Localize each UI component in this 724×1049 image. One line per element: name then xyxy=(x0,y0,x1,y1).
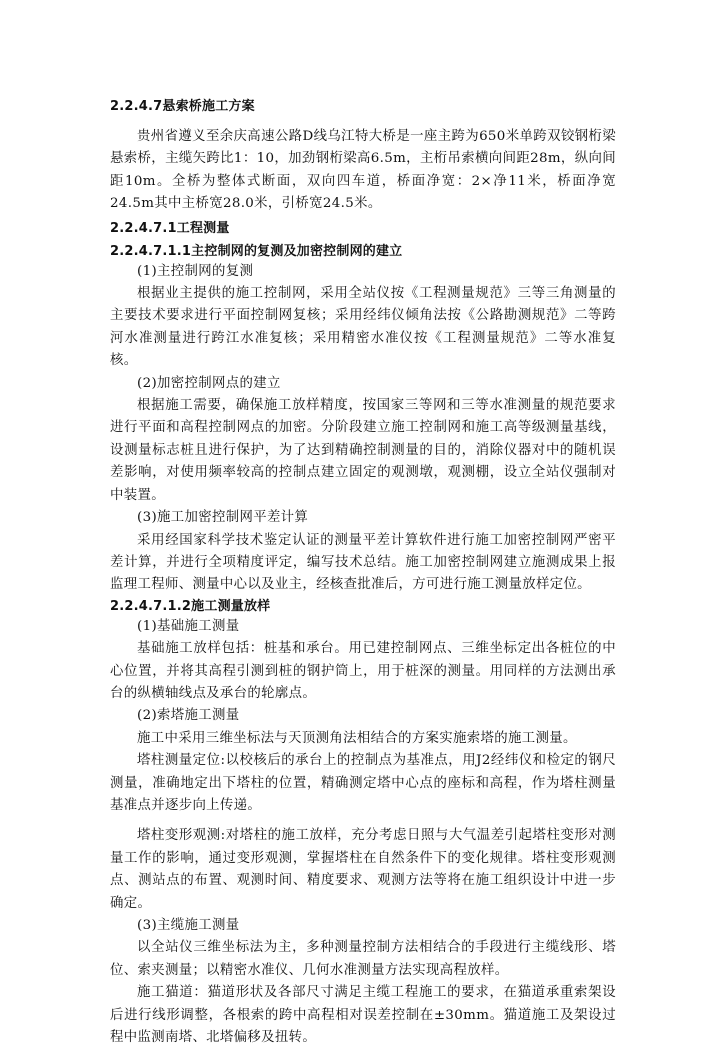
item-heading: (2)索塔施工测量 xyxy=(137,708,240,724)
paragraph: 塔柱变形观测:对塔柱的施工放样，充分考虑日照与大气温差引起塔柱变形对测量工作的影响，通过变形观测，掌握塔柱在自然条件下的变化规律。塔柱变形观测点、测站点的布置、观测时间、精度要求、观测方法等将在施工组织设计中进一步确定。 xyxy=(110,828,616,911)
item-heading: (3)主缆施工测量 xyxy=(137,918,240,933)
paragraph: 基础施工放样包括：桩基和承台。用已建控制网点、三维坐标定出各桩位的中心位置，并将其高程引测到桩的钢护筒上，用于桩深的测量。用同样的方法测出承台的纵横轴线点及承台的轮廓点。 xyxy=(110,641,616,701)
paragraph: 施工中采用三维坐标法与天顶测角法相结合的方案实施索塔的施工测量。 xyxy=(137,730,577,746)
paragraph: 根据施工需要，确保施工放样精度，按国家三等网和三等水准测量的规范要求进行平面和高程控制网点的加密。分阶段建立施工控制网和施工高等级测量基线，设测量标志桩且进行保护，为了达到精确控制测量的目的，消除仪器对中的随机误差影响，对使用频率较高的控制点建立固定的观测墩，观测棚，设立全站仪强制对中装置。 xyxy=(110,398,616,503)
paragraph: 根据业主提供的施工控制网，采用全站仪按《工程测量规范》三等三角测量的主要技术要求进行平面控制网复核；采用经纬仪倾角法按《公路勘测规范》二等跨河水准测量进行跨江水准复核；采用精密水准仪按《工程测量规范》二等水准复核。 xyxy=(110,286,616,369)
document-body xyxy=(110,97,616,1049)
paragraph: 以全站仪三维坐标法为主，多种测量控制方法相结合的手段进行主缆线形、塔位、索夹测量；以精密水准仪、几何水准测量方法实现高程放样。 xyxy=(110,940,616,978)
subsection-heading-survey: 2.2.4.7.1工程测量 xyxy=(110,220,230,236)
paragraph: 施工猫道：猫道形状及各部尺寸满足主缆工程施工的要求，在猫道承重索架设后进行线形调整，各根索的跨中高程相对误差控制在±30mm。猫道施工及架设过程中监测南塔、北塔偏移及扭转。 xyxy=(110,985,616,1046)
paragraph: 采用经国家科学技术鉴定认证的测量平差计算软件进行施工加密控制网严密平差计算，并进行全项精度评定，编写技术总结。施工加密控制网建立施测成果上报监理工程师、测量中心以及业主，经核查批准后，方可进行施工测量放样定位。 xyxy=(110,532,616,593)
paragraph: 塔柱测量定位:以校核后的承台上的控制点为基准点，用J2经纬仪和检定的钢尺测量，准确地定出下塔柱的位置，精确测定塔中心点的座标和高程，作为塔柱测量基准点并逐步向上传递。 xyxy=(110,753,616,813)
subsection-heading-layout: 2.2.4.7.1.2施工测量放样 xyxy=(110,598,271,614)
item-heading: (1)基础施工测量 xyxy=(137,618,240,634)
subsection-heading-control-network: 2.2.4.7.1.1主控制网的复测及加密控制网的建立 xyxy=(110,243,403,259)
item-heading: (3)施工加密控制网平差计算 xyxy=(137,510,309,526)
section-heading: 2.2.4.7悬索桥施工方案 xyxy=(110,99,255,114)
intro-paragraph: 贵州省遵义至余庆高速公路D线乌江特大桥是一座主跨为650米单跨双铰钢桁梁悬索桥，主缆矢跨比1：10，加劲钢桁梁高6.5m，主桁吊索横向间距28m，纵向间距10m。全桥为整体式断面，双向四车道，桥面净宽：2×净11米，桥面净宽24.5m其中主桥宽28.0米，引桥宽24.5米。 xyxy=(110,129,616,212)
item-heading: (1)主控制网的复测 xyxy=(137,263,254,279)
item-heading: (2)加密控制网点的建立 xyxy=(137,375,281,391)
